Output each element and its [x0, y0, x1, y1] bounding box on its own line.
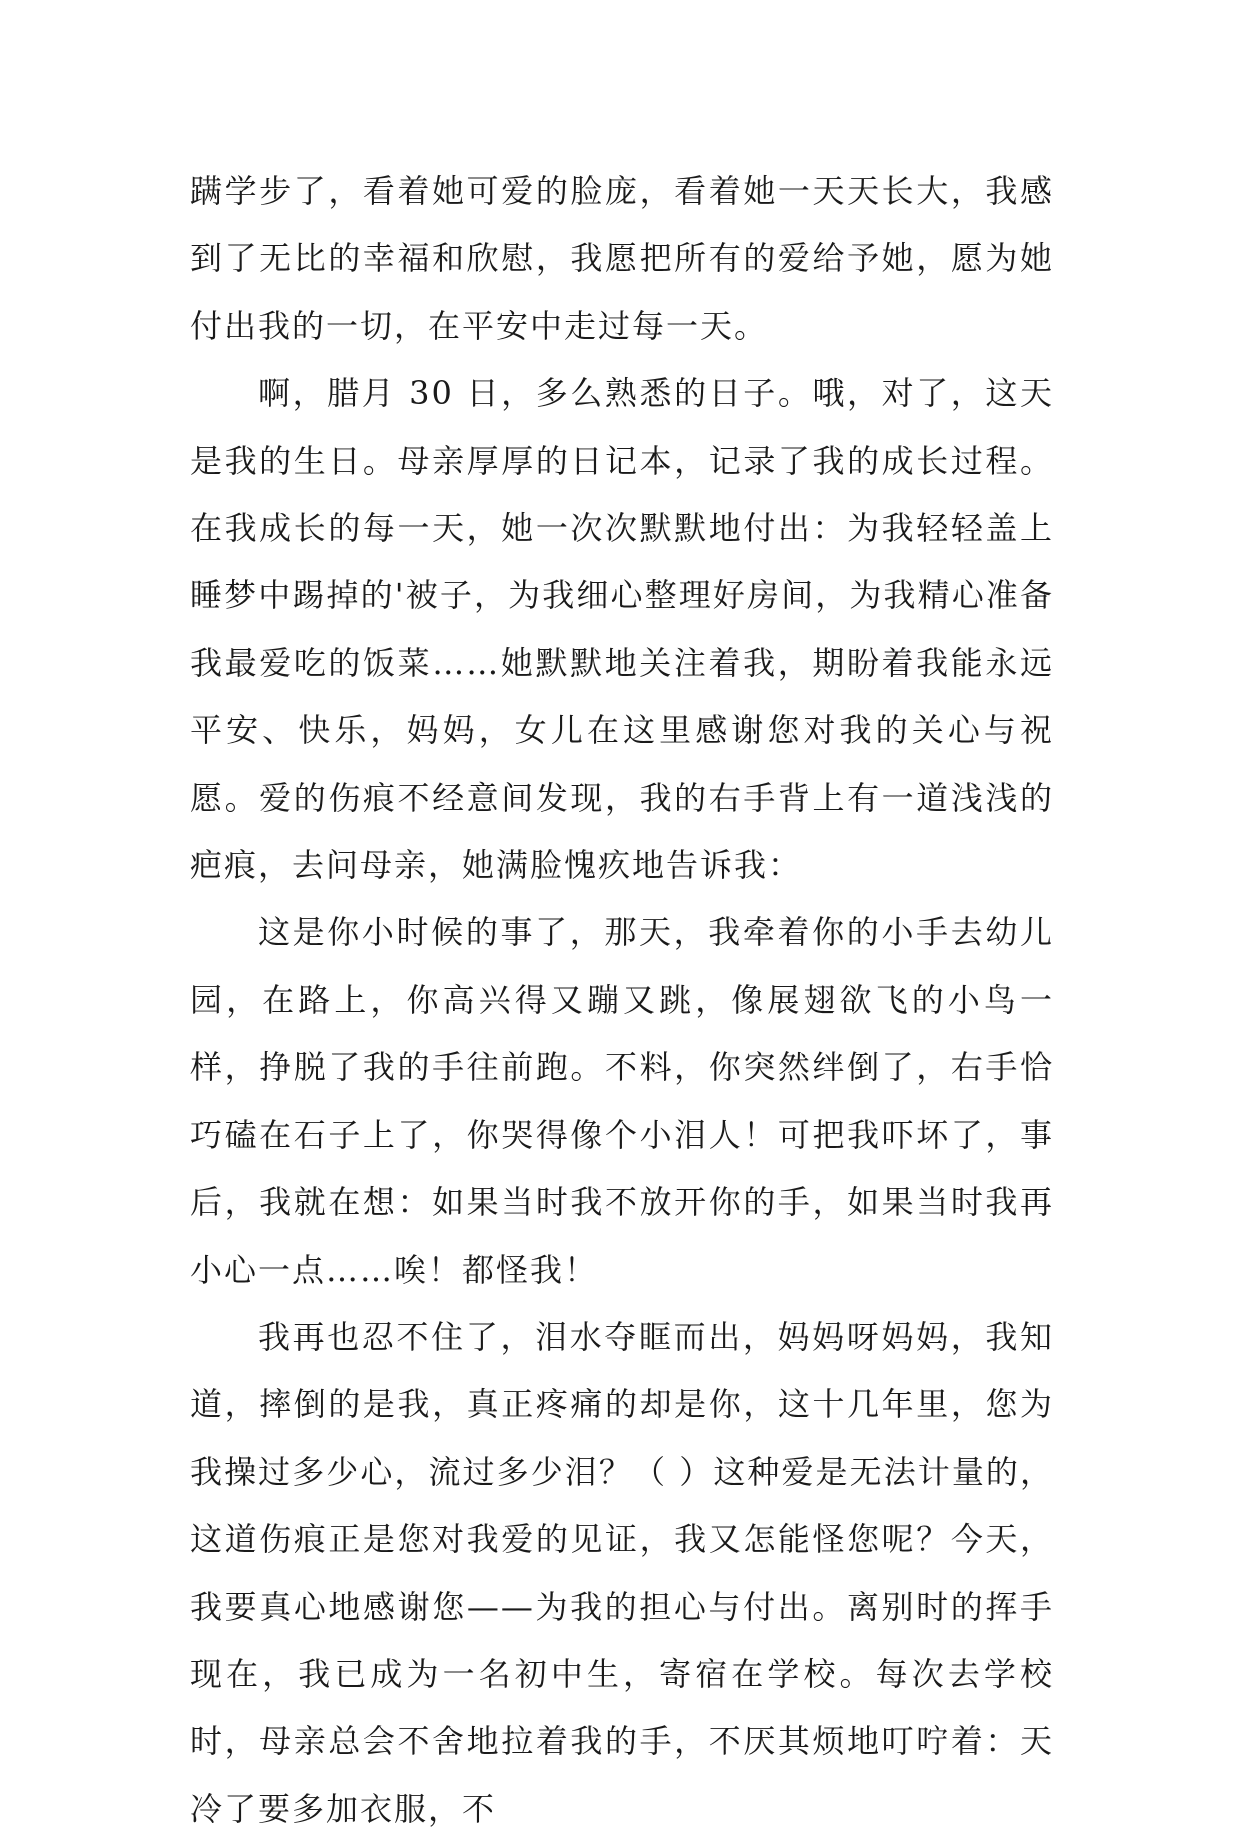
- paragraph-3: 这是你小时候的事了，那天，我牵着你的小手去幼儿园，在路上，你高兴得又蹦又跳，像展翅欲飞的小鸟一样，挣脱了我的手往前跑。不料，你突然绊倒了，右手恰巧磕在石子上了，你哭得像个小泪人！可把我吓坏了，事后，我就在想：如果当时我不放开你的手，如果当时我再小心一点……唉！都怪我！: [190, 913, 1054, 1289]
- paragraph-2: 啊，腊月 30 日，多么熟悉的日子。哦，对了，这天是我的生日。母亲厚厚的日记本，记录了我的成长过程。在我成长的每一天，她一次次默默地付出：为我轻轻盖上睡梦中踢掉的'被子，为我细心整理好房间，为我精心准备我最爱吃的饭菜……她默默地关注着我，期盼着我能永远平安、快乐，妈妈，女儿在这里感谢您对我的关心与祝愿。爱的伤痕不经意间发现，我的右手背上有一道浅浅的疤痕，去问母亲，她满脸愧疚地告诉我：: [190, 374, 1054, 885]
- paragraph-1: 蹒学步了，看着她可爱的脸庞，看着她一天天长大，我感到了无比的幸福和欣慰，我愿把所有的爱给予她，愿为她付出我的一切，在平安中走过每一天。: [190, 172, 1054, 345]
- document-body: [190, 158, 1054, 1843]
- paragraph-4: 我再也忍不住了，泪水夺眶而出，妈妈呀妈妈，我知道，摔倒的是我，真正疼痛的却是你，这十几年里，您为我操过多少心，流过多少泪？（ ）这种爱是无法计量的，这道伤痕正是您对我爱的见证，我又怎能怪您呢？今天，我要真心地感谢您——为我的担心与付出。离别时的挥手现在，我已成为一名初中生，寄宿在学校。每次去学校时，母亲总会不舍地拉着我的手，不厌其烦地叮咛着：天冷了要多加衣服，不: [190, 1317, 1054, 1828]
